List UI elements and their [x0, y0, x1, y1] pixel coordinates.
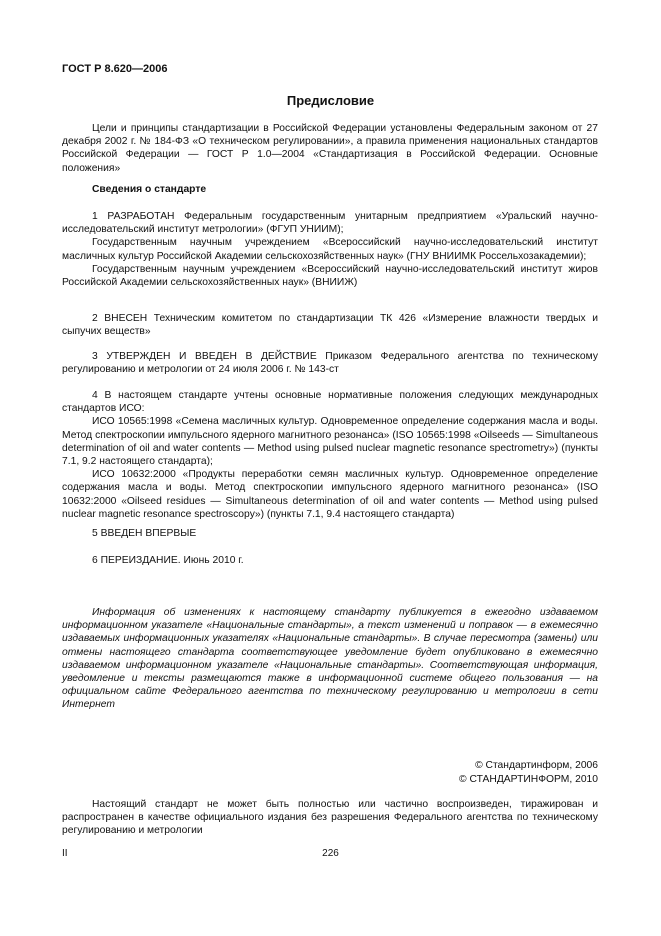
copyright-1: © Стандартинформ, 2006: [475, 760, 598, 771]
item-1-p1: 1 РАЗРАБОТАН Федеральным государственным унитарным предприятием «Уральский научно-исследовательский институт метрологии» (ФГУП УНИИМ);: [62, 211, 598, 236]
item-2-text: 2 ВНЕСЕН Техническим комитетом по стандартизации ТК 426 «Измерение влажности твердых и сыпучих веществ»: [62, 313, 598, 338]
item-6-text: 6 ПЕРЕИЗДАНИЕ. Июнь 2010 г.: [92, 555, 244, 566]
item-4-p1: 4 В настоящем стандарте учтены основные нормативные положения следующих международных стандартов ИСО:: [62, 390, 598, 415]
intro-paragraph: [62, 122, 598, 175]
notice-block: [62, 606, 598, 712]
reproduction-text: Настоящий стандарт не может быть полностью или частично воспроизведен, тиражирован и распространен в качестве официального издания без разрешения Федерального агентства по техническому регулированию и метрологии: [62, 799, 598, 837]
item-5: [62, 527, 598, 540]
info-heading: Сведения о стандарте: [92, 184, 207, 195]
item-4-p2: ИСО 10565:1998 «Семена масличных культур. Одновременное определение содержания масла и воды. Метод спектроскопии импульсного ядерного магнитного резонанса» (ISO 10565:1998 «Oilseeds — Simultaneous determination of oil and water contents — Method using pulsed nuclear magnetic resonance spectrometry») (пункты 7.1, 9.2 настоящего стандарта);: [62, 416, 598, 468]
page-number: 226: [322, 848, 339, 859]
info-heading-block: [62, 183, 598, 196]
notice-text: Информация об изменениях к настоящему стандарту публикуется в ежегодно издаваемом информационном указателе «Национальные стандарты», а текст изменений и поправок — в ежемесячно издаваемых информационных указателях «Национальные стандарты». В случае пересмотра (замены) или отмены настоящего стандарта соответствующее уведомление будет опубликовано в ежемесячно издаваемом информационном указателе «Национальные стандарты». Соответствующая информация, уведомление и тексты размещаются также в информационной системе общего пользования — на официальном сайте Федерального агентства по техническому регулированию и метрологии в сети Интернет: [62, 607, 598, 711]
item-3-text: 3 УТВЕРЖДЕН И ВВЕДЕН В ДЕЙСТВИЕ Приказом Федерального агентства по техническому регулированию и метрологии от 24 июля 2006 г. № 143-ст: [62, 351, 598, 376]
item-3: [62, 350, 598, 376]
item-2: [62, 312, 598, 338]
item-4: [62, 389, 598, 521]
page-roman-numeral: II: [62, 848, 68, 859]
item-6: [62, 554, 598, 567]
reproduction-notice: [62, 798, 598, 838]
item-1: [62, 210, 598, 289]
item-4-p3: ИСО 10632:2000 «Продукты переработки семян масличных культур. Одновременное определение содержания масла и воды. Метод спектроскопии импульсного ядерного магнитного резонанса» (ISO 10632:2000 «Oilseed residues — Simultaneous determination of oil and water contents — Method using pulsed nuclear magnetic resonance spectroscopy») (пункты 7.1, 9.4 настоящего стандарта): [62, 469, 598, 520]
item-1-p3: Государственным научным учреждением «Всероссийский научно-исследовательский институт жиров Российской Академии сельскохозяйственных наук» (ВНИИЖ): [62, 263, 598, 289]
page-title: Предисловие: [286, 93, 375, 108]
standard-code: ГОСТ Р 8.620—2006: [62, 63, 168, 75]
copyright-2: © СТАНДАРТИНФОРМ, 2010: [459, 774, 598, 785]
item-5-text: 5 ВВЕДЕН ВПЕРВЫЕ: [92, 528, 197, 539]
item-1-p2: Государственным научным учреждением «Всероссийский научно-исследовательский институт масличных культур Российской Академии сельскохозяйственных наук» (ГНУ ВНИИМК Россельхозакадемии);: [62, 237, 598, 262]
intro-text: Цели и принципы стандартизации в Российской Федерации установлены Федеральным законом от 27 декабря 2002 г. № 184-ФЗ «О техническом регулировании», а правила применения национальных стандартов Российской Федерации — ГОСТ Р 1.0—2004 «Стандартизация в Российской Федерации. Основные положения»: [62, 123, 598, 174]
